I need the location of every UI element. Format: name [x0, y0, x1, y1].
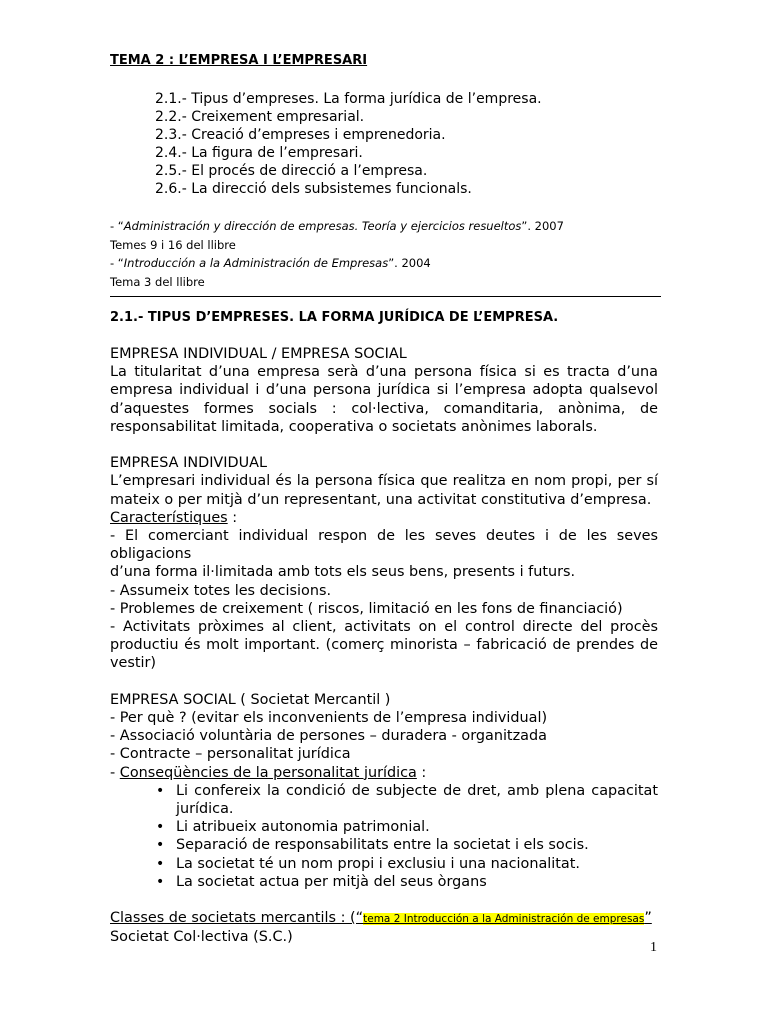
- reference-2: [110, 254, 658, 273]
- classes-close-quote: ”: [644, 910, 652, 927]
- ref-suffix: ”. 2004: [388, 256, 431, 270]
- bullet-item: [176, 818, 658, 836]
- ref-prefix: - “: [110, 219, 124, 233]
- table-of-contents: [155, 90, 542, 198]
- list-item: - Contracte – personalitat jurídica: [110, 746, 351, 763]
- reference-2-note: Tema 3 del llibre: [110, 274, 205, 289]
- list-item: - Problemes de creixement ( riscos, limitació en les fons de financiació): [110, 600, 623, 617]
- paragraph-line: mateix o per mitjà d’un representant, una activitat constitutiva d’empresa.: [110, 491, 652, 508]
- subheading-social: EMPRESA SOCIAL ( Societat Mercantil ): [110, 691, 391, 708]
- bullet-item: [176, 855, 658, 873]
- characteristics-underlined: Característiques: [110, 509, 228, 526]
- bullet-item: [176, 836, 658, 854]
- consequences-underlined: Conseqüències de la personalitat jurídica: [119, 764, 417, 781]
- list-item-cont: productiu és molt important. (comerç minorista – fabricació de prendes de: [110, 637, 658, 654]
- toc-item: 2.1.- Tipus d’empreses. La forma jurídica de l’empresa.: [155, 91, 542, 107]
- bullet-item: [176, 873, 658, 891]
- consequences-colon: :: [416, 764, 427, 781]
- classes-line: [110, 909, 658, 928]
- toc-item: 2.5.- El procés de direcció a l’empresa.: [155, 163, 428, 179]
- bullet-text: • Separació de responsabilitats entre la societat i els socis.: [176, 837, 589, 854]
- list-item-cont: d’una forma il·limitada amb tots els seus bens, presents i futurs.: [110, 564, 576, 581]
- reference-1-note: Temes 9 i 16 del llibre: [110, 237, 236, 252]
- paragraph-line: empresa individual i d’una persona jurídica si l’empresa adopta qualsevol: [110, 382, 658, 399]
- toc-item: 2.6.- La direcció dels subsistemes funcionals.: [155, 181, 472, 197]
- bullet-item: [176, 782, 658, 818]
- toc-item: 2.2.- Creixement empresarial.: [155, 109, 365, 125]
- bullet-text: • Li confereix la condició de subjecte de dret, amb plena capacitat: [176, 782, 658, 799]
- paragraph-line: La titularitat d’una empresa serà d’una persona física si es tracta d’una: [110, 364, 658, 381]
- classes-label: Classes de societats mercantils : (“: [110, 910, 364, 927]
- paragraph-line: responsabilitat limitada, cooperativa o societats anònimes laborals.: [110, 418, 598, 435]
- subheading-individual-social: EMPRESA INDIVIDUAL / EMPRESA SOCIAL: [110, 346, 407, 362]
- list-item-cont: vestir): [110, 655, 157, 672]
- document-title: TEMA 2 : L’EMPRESA I L’EMPRESARI: [110, 53, 368, 68]
- characteristics-colon: :: [227, 509, 238, 526]
- consequences-dash: -: [110, 764, 120, 781]
- reference-1: [110, 217, 658, 236]
- paragraph-line: d’aquestes formes socials : col·lectiva, comanditaria, anònima, de: [110, 400, 658, 417]
- consequences-list: [110, 782, 658, 891]
- list-item: - Per què ? (evitar els inconvenients de l’empresa individual): [110, 710, 548, 727]
- subheading-individual: EMPRESA INDIVIDUAL: [110, 455, 267, 472]
- highlighted-reference: tema 2 Introducción a la Administración de empresas: [363, 913, 645, 926]
- paragraph-line: Societat Col·lectiva (S.C.): [110, 929, 293, 946]
- ref-title: Introducción a la Administración de Empresas: [123, 256, 389, 270]
- horizontal-divider: [110, 296, 661, 297]
- toc-item: 2.4.- La figura de l’empresari.: [155, 145, 363, 161]
- characteristics-label: [110, 509, 658, 527]
- section-body: [110, 345, 658, 947]
- bullet-text: • La societat té un nom propi i exclusiu i una nacionalitat.: [176, 855, 580, 872]
- bullet-text: • Li atribueix autonomia patrimonial.: [176, 819, 430, 836]
- bullet-text-cont: jurídica.: [176, 801, 234, 818]
- ref-suffix: ”. 2007: [521, 219, 564, 233]
- bullet-text: • La societat actua per mitjà del seus òrgans: [176, 873, 487, 890]
- section-heading: 2.1.- TIPUS D’EMPRESES. LA FORMA JURÍDICA DE L’EMPRESA.: [110, 310, 559, 325]
- consequences-label: [110, 764, 658, 782]
- paragraph-line: L’empresari individual és la persona física que realitza en nom propi, per sí: [110, 473, 658, 490]
- list-item: - Activitats pròximes al client, activitats on el control directe del procès: [110, 619, 658, 636]
- toc-item: 2.3.- Creació d’empreses i emprenedoria.: [155, 127, 446, 143]
- page-number: 1: [650, 940, 657, 955]
- list-item: - Associació voluntària de persones – duradera - organitzada: [110, 728, 547, 745]
- list-item: - Assumeix totes les decisions.: [110, 582, 332, 599]
- ref-prefix: - “: [110, 256, 124, 270]
- list-item: - El comerciant individual respon de les seves deutes i de les seves obligacions: [110, 528, 658, 563]
- ref-title: Administración y dirección de empresas. Teoría y ejercicios resueltos: [123, 219, 522, 233]
- references: [110, 217, 658, 291]
